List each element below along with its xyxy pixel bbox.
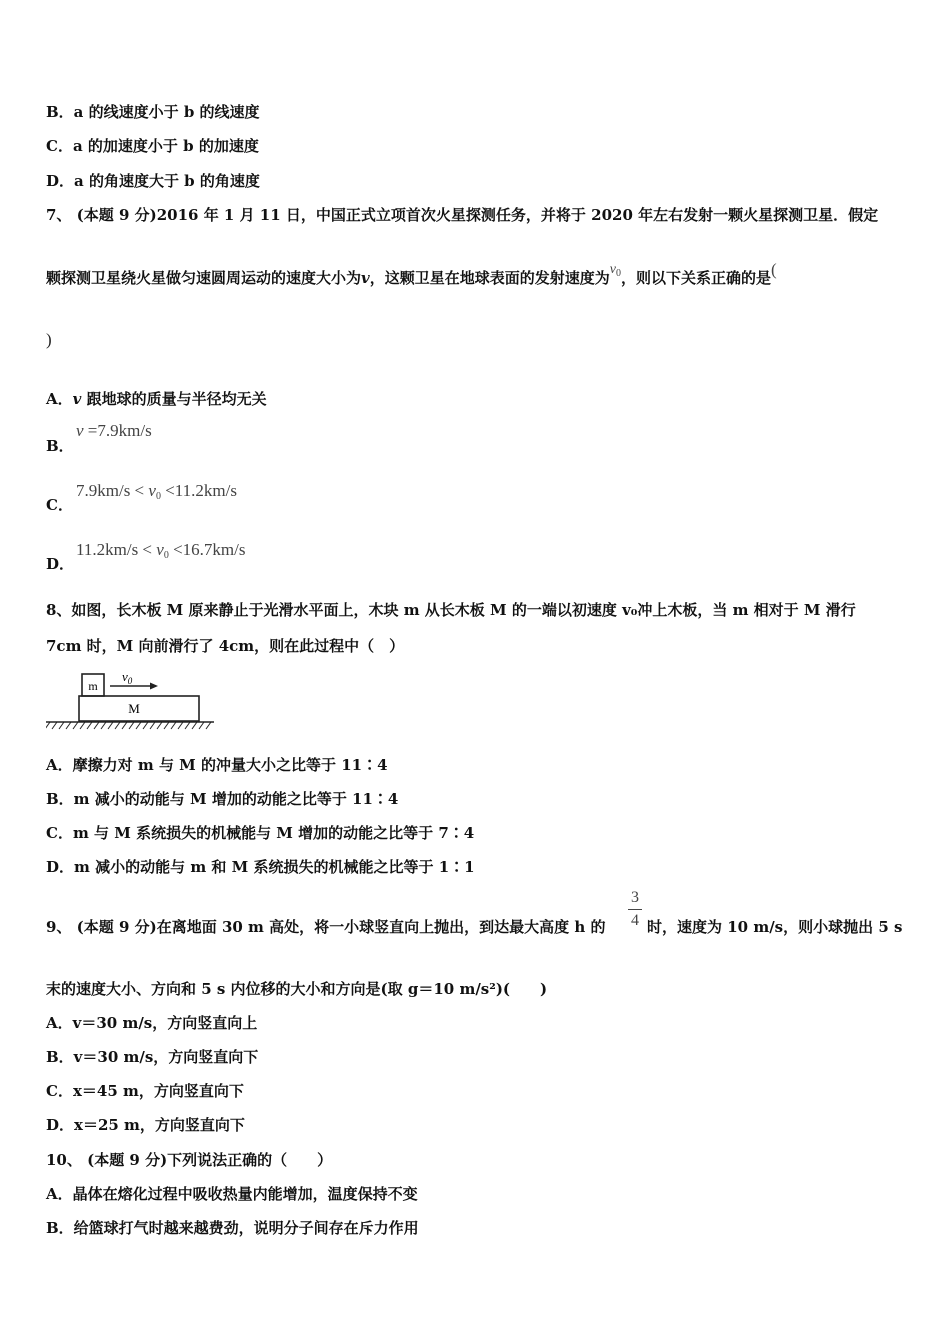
q9-fraction: 3 4: [628, 889, 642, 930]
q7-text-seg1: 颗探测卫星绕火星做匀速圆周运动的速度大小为: [46, 269, 362, 287]
q8-option-c: C．m 与 M 系统损失的机械能与 M 增加的动能之比等于 7∶4: [46, 824, 475, 842]
hatch-mark: [87, 722, 92, 729]
q9-text-line1b: 时，速度为 10 m/s，则小球抛出 5 s: [647, 918, 903, 936]
hatch-mark: [178, 722, 183, 729]
block-label: m: [88, 679, 98, 693]
q9-text-line1a: 9、 (本题 9 分)在离地面 30 m 高处，将一小球竖直向上抛出，到达最大高度 h 的: [46, 918, 606, 936]
q6-option-d: D．a 的角速度大于 b 的角速度: [46, 172, 260, 190]
hatch-mark: [150, 722, 155, 729]
q8-text-line2: 7cm 时，M 向前滑行了 4cm，则在此过程中（ ）: [46, 637, 405, 655]
hatch-mark: [157, 722, 162, 729]
hatch-mark: [94, 722, 99, 729]
q8-option-b: B．m 减小的动能与 M 增加的动能之比等于 11∶4: [46, 790, 399, 808]
velocity-label: $v_0$: [122, 669, 133, 686]
q7-option-a: A．v 跟地球的质量与半径均无关: [46, 390, 267, 408]
hatch-mark: [122, 722, 127, 729]
q7-option-d-label: D．: [46, 555, 75, 573]
q7-option-c-label: C．: [46, 496, 73, 514]
hatch-mark: [108, 722, 113, 729]
board-label: M: [128, 701, 140, 716]
hatch-mark: [46, 722, 50, 729]
hatch-mark: [192, 722, 197, 729]
q7-option-d-formula: $11.2km/s < v_0 <16.7km/s$: [76, 540, 246, 561]
hatch-mark: [59, 722, 64, 729]
q6-option-c: C．a 的加速度小于 b 的加速度: [46, 137, 259, 155]
q7-text-line1: 7、 (本题 9 分)2016 年 1 月 11 日，中国正式立项首次火星探测任务，并将于 2020 年左右发射一颗火星探测卫星．假定: [46, 206, 879, 224]
q9-text-line2: 末的速度大小、方向和 5 s 内位移的大小和方向是(取 g＝10 m/s²)( ): [46, 980, 548, 998]
q7-option-b-label: B．: [46, 437, 74, 455]
hatch-mark: [66, 722, 71, 729]
hatch-mark: [143, 722, 148, 729]
q7-launch-speed-symbol: $v_0$: [609, 262, 621, 279]
q7-text-seg3: ，则以下关系正确的是: [620, 269, 771, 287]
q6-option-b: B．a 的线速度小于 b 的线速度: [46, 103, 260, 121]
q8-text-line1: 8、如图，长木板 M 原来静止于光滑水平面上，木块 m 从长木板 M 的一端以初速度 v₀冲上木板，当 m 相对于 M 滑行: [46, 601, 856, 619]
hatch-mark: [171, 722, 176, 729]
q8-option-a: A．摩擦力对 m 与 M 的冲量大小之比等于 11∶4: [46, 756, 388, 774]
q7-var-v: v: [361, 269, 370, 287]
q10-text: 10、 (本题 9 分)下列说法正确的（ ）: [46, 1151, 333, 1169]
q7-text-seg2: ，这颗卫星在地球表面的发射速度为: [369, 269, 610, 287]
hatch-mark: [136, 722, 141, 729]
velocity-arrow-head: [150, 683, 158, 690]
hatch-mark: [52, 722, 57, 729]
q8-board-block-figure: [46, 668, 218, 734]
hatch-mark: [199, 722, 204, 729]
q7-text-line2: [46, 260, 777, 294]
hatch-mark: [73, 722, 78, 729]
q9-option-b: B．v＝30 m/s，方向竖直向下: [46, 1048, 259, 1066]
q9-option-a: A．v＝30 m/s，方向竖直向上: [46, 1014, 258, 1032]
hatch-mark: [101, 722, 106, 729]
hatch-mark: [185, 722, 190, 729]
q7-option-b-formula: v =7.9km/s: [76, 421, 152, 440]
q10-option-a: A．晶体在熔化过程中吸收热量内能增加，温度保持不变: [46, 1185, 418, 1203]
q7-paren-open: (: [770, 260, 777, 279]
q7-paren-close: ): [46, 330, 52, 349]
q7-option-c-formula: $7.9km/s < v_0 <11.2km/s$: [76, 481, 237, 502]
hatch-mark: [115, 722, 120, 729]
q8-option-d: D．m 减小的动能与 m 和 M 系统损失的机械能之比等于 1∶1: [46, 858, 475, 876]
hatch-mark: [129, 722, 134, 729]
hatch-mark: [164, 722, 169, 729]
q9-option-c: C．x＝45 m，方向竖直向下: [46, 1082, 244, 1100]
hatch-mark: [206, 722, 211, 729]
q9-option-d: D．x＝25 m，方向竖直向下: [46, 1116, 245, 1134]
ground-hatching: [46, 722, 211, 729]
hatch-mark: [80, 722, 85, 729]
q10-option-b: B．给篮球打气时越来越费劲，说明分子间存在斥力作用: [46, 1219, 419, 1237]
